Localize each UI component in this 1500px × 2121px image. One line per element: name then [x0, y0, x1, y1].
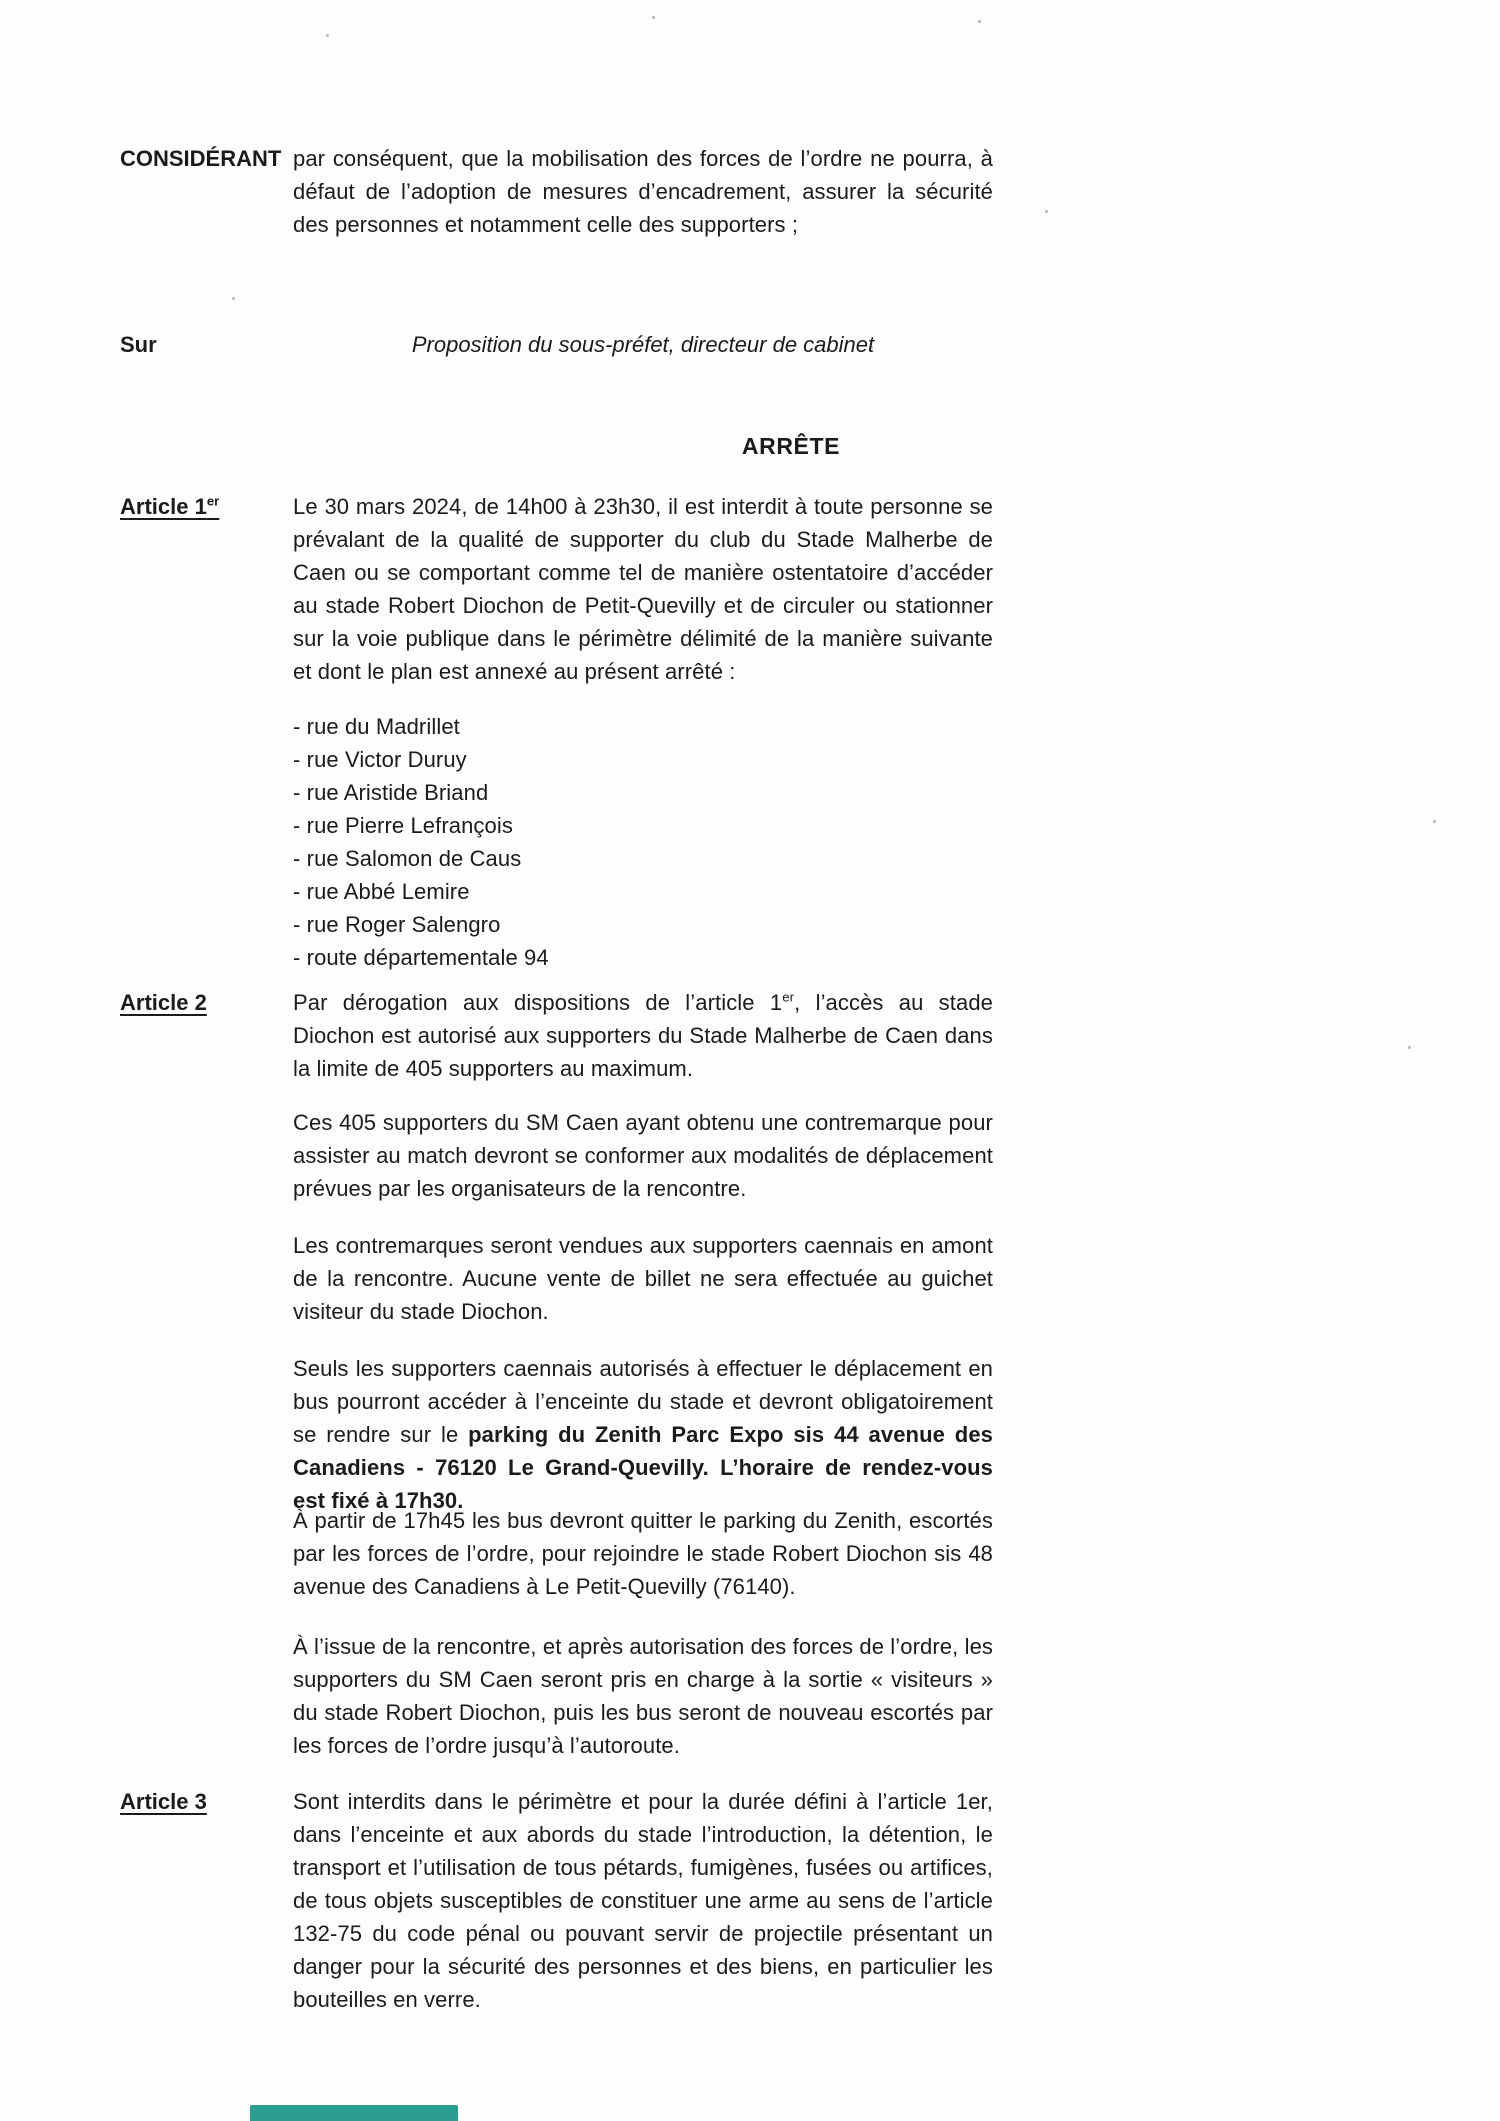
article2-p1-before: Par dérogation aux dispositions de l’article 1 — [293, 990, 783, 1015]
article2-p4-bold: parking du Zenith Parc Expo sis 44 avenue des Canadiens - 76120 Le Grand-Quevilly. L’horaire de rendez-vous est fixé à 17h30. — [293, 1422, 993, 1513]
footer-accent-strip — [250, 2105, 458, 2121]
scan-speck — [1045, 210, 1048, 213]
article1-label-text: Article 1 — [120, 494, 207, 519]
article2-paragraph-6: À l’issue de la rencontre, et après autorisation des forces de l’ordre, les supporters du SM Caen seront pris en charge à la sortie « visiteurs » du stade Robert Diochon, puis les bus seront de nouveau escortés par les forces de l’ordre jusqu’à l’autoroute. — [293, 1634, 993, 1758]
article1-label — [120, 490, 219, 523]
considerant-label: CONSIDÉRANT — [120, 146, 282, 171]
article2-paragraph-2: Ces 405 supporters du SM Caen ayant obtenu une contremarque pour assister au match devront se conformer aux modalités de déplacement prévues par les organisateurs de la rencontre. — [293, 1110, 993, 1201]
list-item: - rue Abbé Lemire — [293, 879, 470, 904]
arrete-heading: ARRÊTE — [741, 433, 841, 459]
article3-label: Article 3 — [120, 1789, 207, 1814]
article3-text: Sont interdits dans le périmètre et pour la durée défini à l’article 1er, dans l’enceinte et aux abords du stade l’introduction, la détention, le transport et l’utilisation de tous pétards, fumigènes, fusées ou artifices, de tous objets susceptibles de constituer une arme au sens de l’article 132-75 du code pénal ou pouvant servir de projectile présentant un danger pour la sécurité des personnes et des biens, en particulier les bouteilles en verre. — [293, 1789, 993, 2012]
list-item: - rue du Madrillet — [293, 714, 460, 739]
article2-label: Article 2 — [120, 990, 207, 1015]
scan-speck — [326, 34, 329, 37]
considerant-text: par conséquent, que la mobilisation des forces de l’ordre ne pourra, à défaut de l’adoption de mesures d’encadrement, assurer la sécurité des personnes et notamment celle des supporters ; — [293, 146, 993, 237]
article2-paragraph-5: À partir de 17h45 les bus devront quitter le parking du Zenith, escortés par les forces de l’ordre, pour rejoindre le stade Robert Diochon sis 48 avenue des Canadiens à Le Petit-Quevilly (76140). — [293, 1508, 993, 1599]
list-item: - rue Salomon de Caus — [293, 846, 522, 871]
article2-paragraph-3: Les contremarques seront vendues aux supporters caennais en amont de la rencontre. Aucune vente de billet ne sera effectuée au guichet visiteur du stade Diochon. — [293, 1233, 993, 1324]
article2-p1-sup: er — [782, 989, 795, 1005]
list-item: - route départementale 94 — [293, 945, 549, 970]
scan-speck — [978, 20, 981, 23]
article2-paragraph-4 — [293, 1352, 993, 1517]
article1-label-sup: er — [206, 493, 220, 509]
list-item: - rue Victor Duruy — [293, 747, 467, 772]
scan-speck — [1433, 820, 1436, 823]
scan-speck — [1408, 1046, 1411, 1049]
list-item: - rue Pierre Lefrançois — [293, 813, 513, 838]
list-item: - rue Aristide Briand — [293, 780, 489, 805]
sur-label: Sur — [120, 332, 157, 357]
scan-speck — [232, 297, 235, 300]
list-item: - rue Roger Salengro — [293, 912, 501, 937]
article2-p4-normal: Seuls les supporters caennais autorisés à effectuer le déplacement en bus pourront accéder à l’enceinte du stade et devront obligatoirement se rendre sur le — [293, 1356, 993, 1447]
article1-text: Le 30 mars 2024, de 14h00 à 23h30, il est interdit à toute personne se prévalant de la qualité de supporter du club du Stade Malherbe de Caen ou se comportant comme tel de manière ostentatoire d’accéder au stade Robert Diochon de Petit-Quevilly et de circuler ou stationner sur la voie publique dans le périmètre délimité de la manière suivante et dont le plan est annexé au présent arrêté : — [293, 494, 993, 684]
article2-paragraph-1 — [293, 986, 993, 1085]
proposition-text: Proposition du sous-préfet, directeur de cabinet — [411, 332, 875, 357]
scan-speck — [652, 16, 655, 19]
article2-p1-after: , l’accès au stade Diochon est autorisé aux supporters du Stade Malherbe de Caen dans la limite de 405 supporters au maximum. — [293, 990, 993, 1081]
